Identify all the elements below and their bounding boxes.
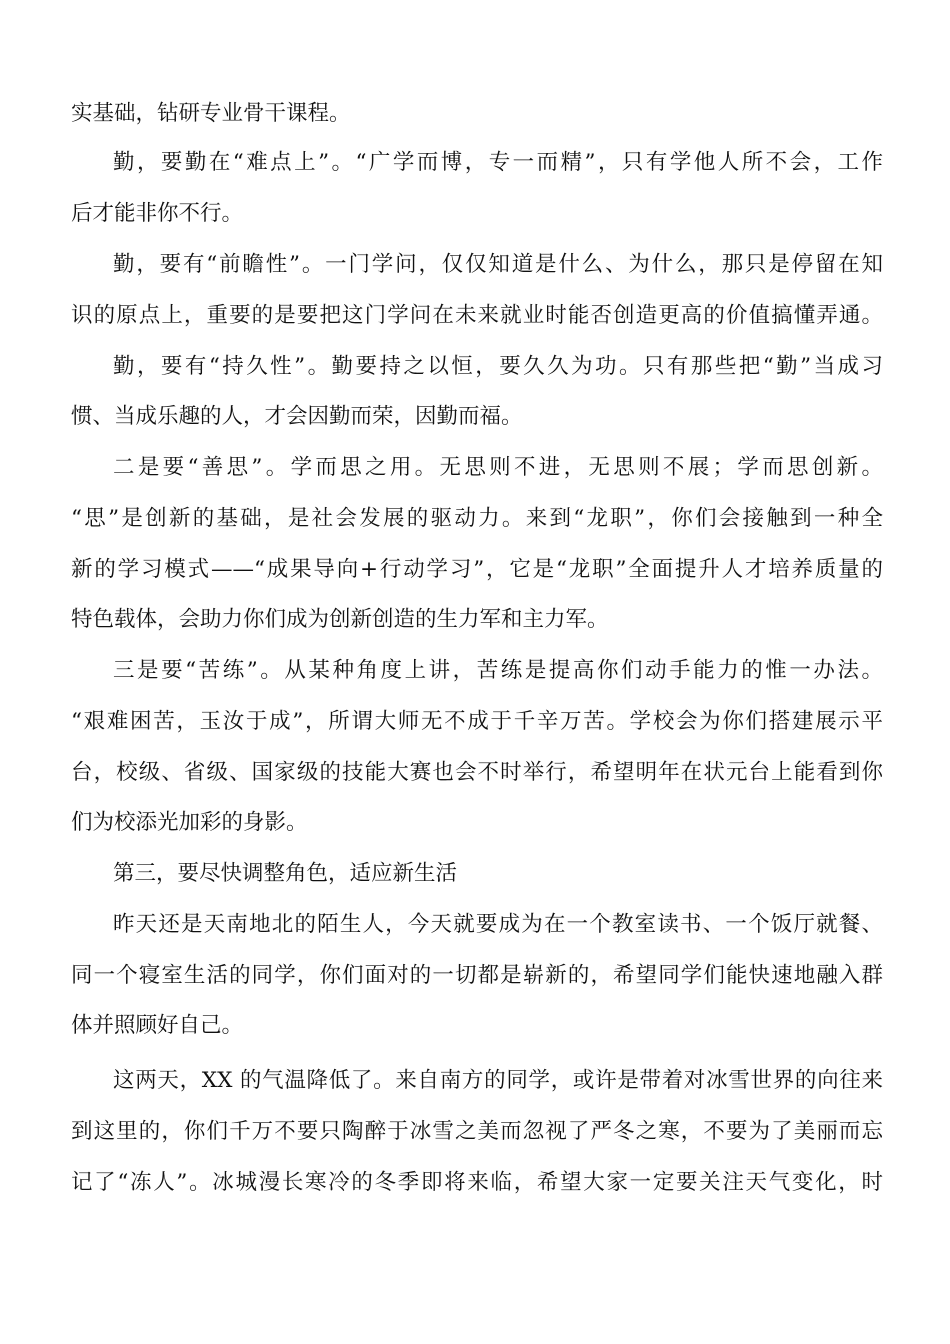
text-line: 台，校级、省级、国家级的技能大赛也会不时举行，希望明年在状元台上能看到你 (71, 760, 883, 785)
text-line: 后才能非你不行。 (71, 201, 244, 226)
section-heading: 第三，要尽快调整角色，适应新生活 (113, 861, 458, 886)
text-line: 实基础，钻研专业骨干课程。 (71, 101, 351, 126)
text-line: 到这里的，你们千万不要只陶醉于冰雪之美而忽视了严冬之寒，不要为了美丽而忘 (71, 1119, 883, 1144)
text-line: 三是要“苦练”。从某种角度上讲，苦练是提高你们动手能力的惟一办法。 (113, 658, 883, 683)
text-line: 记了“冻人”。冰城漫长寒冷的冬季即将来临，希望大家一定要关注天气变化，时 (71, 1170, 883, 1195)
text-line: 们为校添光加彩的身影。 (71, 810, 308, 835)
text-line: 这两天，XX 的气温降低了。来自南方的同学，或许是带着对冰雪世界的向往来 (113, 1068, 883, 1093)
text-line: “艰难困苦，玉汝于成”，所谓大师无不成于千辛万苦。学校会为你们搭建展示平 (71, 709, 883, 734)
text-line: 同一个寝室生活的同学，你们面对的一切都是崭新的，希望同学们能快速地融入群 (71, 963, 883, 988)
text-line: 勤，要勤在“难点上”。“广学而博，专一而精”，只有学他人所不会，工作 (113, 150, 883, 175)
text-line: 昨天还是天南地北的陌生人，今天就要成为在一个教室读书、一个饭厅就餐、 (113, 912, 883, 937)
text-line: 勤，要有“前瞻性”。一门学问，仅仅知道是什么、为什么，那只是停留在知 (113, 252, 883, 277)
text-line: 体并照顾好自己。 (71, 1013, 244, 1038)
text-line: 惯、当成乐趣的人，才会因勤而荣，因勤而福。 (71, 404, 523, 429)
text-line: 识的原点上，重要的是要把这门学问在未来就业时能否创造更高的价值搞懂弄通。 (71, 303, 883, 328)
text-line: 二是要“善思”。学而思之用。无思则不进，无思则不展；学而思创新。 (113, 455, 883, 480)
text-line: “思”是创新的基础，是社会发展的驱动力。来到“龙职”，你们会接触到一种全 (71, 506, 883, 531)
text-line: 勤，要有“持久性”。勤要持之以恒，要久久为功。只有那些把“勤”当成习 (113, 354, 883, 379)
text-line: 新的学习模式——“成果导向+行动学习”，它是“龙职”全面提升人才培养质量的 (71, 557, 883, 582)
text-line: 特色载体，会助力你们成为创新创造的生力军和主力军。 (71, 607, 609, 632)
